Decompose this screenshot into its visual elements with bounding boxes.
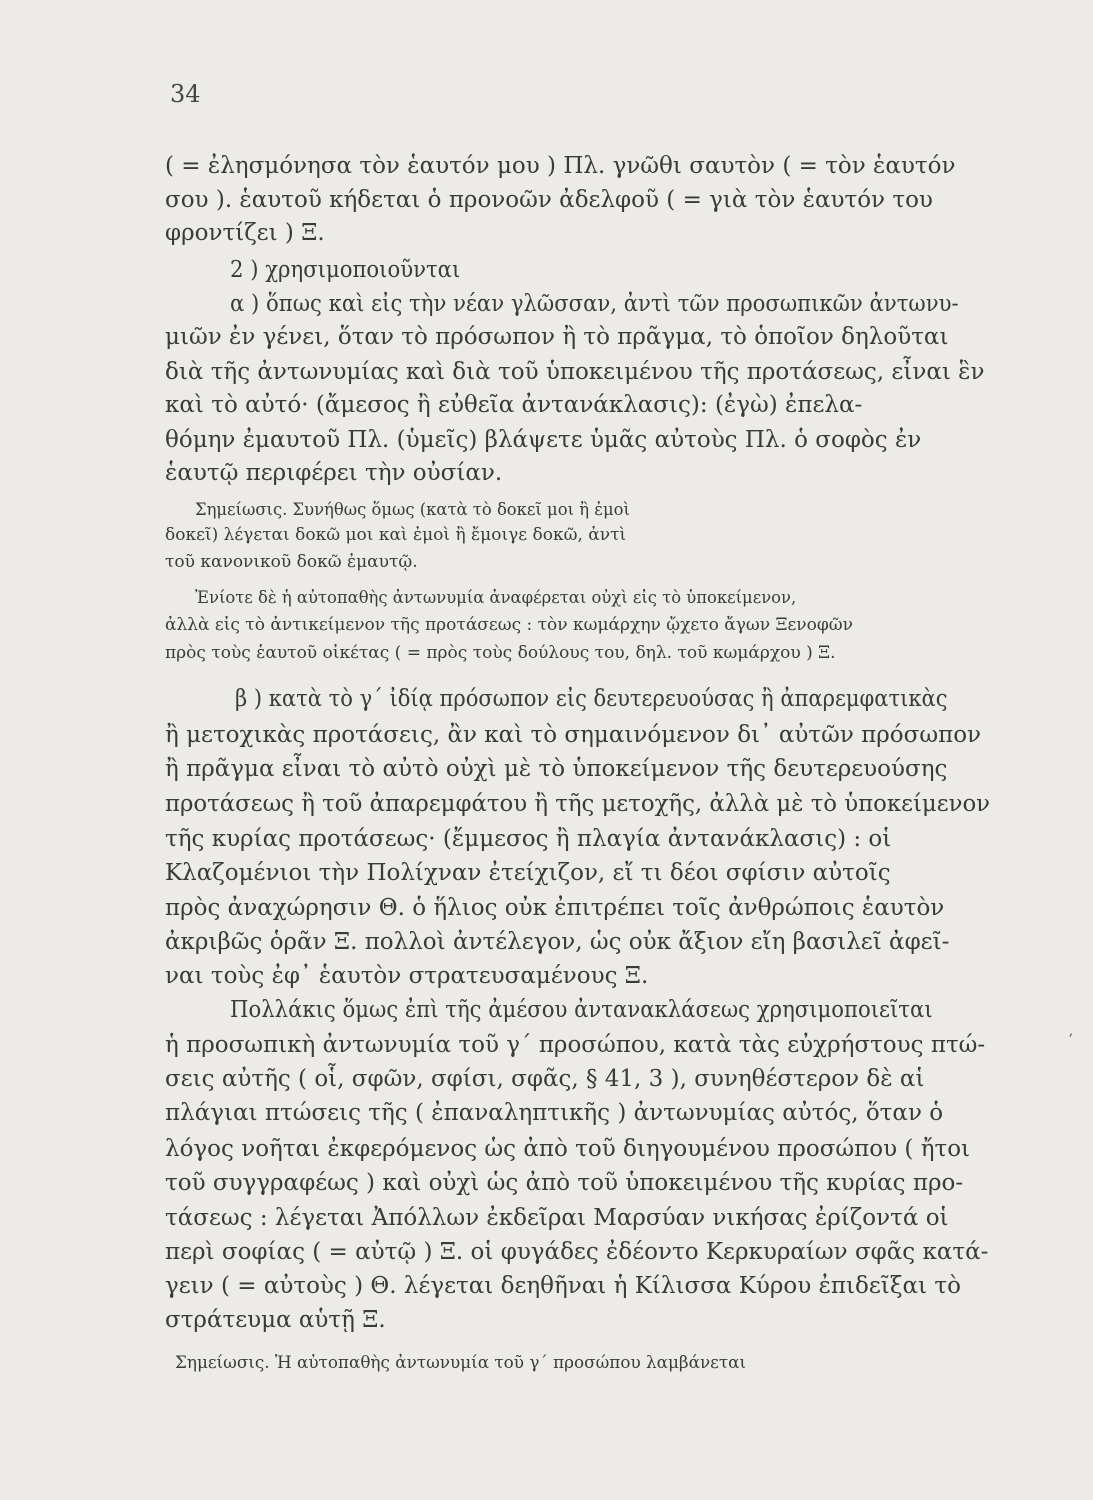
text-line: καὶ τὸ αὐτό· (ἄμεσος ἢ εὐθεῖα ἀντανάκλασις): (ἐγὼ) ἐπελα-: [165, 392, 863, 418]
text-line: σεις αὐτῆς ( οἷ, σφῶν, σφίσι, σφᾶς, § 41, 3 ), συνηθέστερον δὲ αἱ: [165, 1066, 925, 1092]
text-line: ἑαυτῷ περιφέρει τὴν οὐσίαν.: [165, 460, 503, 486]
text-line: β ) κατὰ τὸ γ΄ ἰδίᾳ πρόσωπον εἰς δευτερευούσας ἢ ἀπαρεμφατικὰς: [235, 686, 948, 712]
text-line: περὶ σοφίας ( = αὐτῷ ) Ξ. οἱ φυγάδες ἐδέοντο Κερκυραίων σφᾶς κατά-: [165, 1239, 989, 1265]
text-line: θόμην ἐμαυτοῦ Πλ. (ὑμεῖς) βλάψετε ὑμᾶς αὐτοὺς Πλ. ὁ σοφὸς ἐν: [165, 427, 922, 453]
text-line: προτάσεως ἢ τοῦ ἀπαρεμφάτου ἢ τῆς μετοχῆς, ἀλλὰ μὲ τὸ ὑποκείμενον: [165, 791, 991, 817]
text-line: ναι τοὺς ἐφ᾿ ἑαυτὸν στρατευσαμένους Ξ.: [165, 963, 649, 989]
text-line: ἢ πρᾶγμα εἶναι τὸ αὐτὸ οὐχὶ μὲ τὸ ὑποκείμενον τῆς δευτερευούσης: [165, 756, 948, 782]
text-line: τάσεως : λέγεται Ἀπόλλων ἐκδεῖραι Μαρσύαν νικήσας ἐρίζοντά οἱ: [165, 1205, 949, 1231]
page-number: 34: [170, 80, 201, 108]
text-line: πλάγιαι πτώσεις τῆς ( ἐπαναληπτικῆς ) ἀντωνυμίας αὐτός, ὅταν ὁ: [165, 1100, 944, 1126]
text-line: σου ). ἑαυτοῦ κήδεται ὁ προνοῶν ἀδελφοῦ ( = γιὰ τὸν ἑαυτόν του: [165, 187, 933, 213]
text-line: γειν ( = αὐτοὺς ) Θ. λέγεται δεηθῆναι ἡ Κίλισσα Κύρου ἐπιδεῖξαι τὸ: [165, 1273, 961, 1299]
text-line: πρὸς ἀναχώρησιν Θ. ὁ ἥλιος οὐκ ἐπιτρέπει τοῖς ἀνθρώποις ἑαυτὸν: [165, 895, 945, 921]
note-line: τοῦ κανονικοῦ δοκῶ ἐμαυτῷ.: [165, 552, 418, 572]
text-line: μιῶν ἐν γένει, ὅταν τὸ πρόσωπον ἢ τὸ πρᾶγμα, τὸ ὁποῖον δηλοῦται: [165, 324, 949, 350]
text-line: στράτευμα αὑτῇ Ξ.: [165, 1307, 386, 1333]
text-line: Πολλάκις ὅμως ἐπὶ τῆς ἀμέσου ἀντανακλάσεως χρησιμοποιεῖται: [230, 997, 933, 1023]
note-line: Ἐνίοτε δὲ ἡ αὐτοπαθὴς ἀντωνυμία ἀναφέρεται οὐχὶ εἰς τὸ ὑποκείμενον,: [195, 588, 797, 608]
note-line: δοκεῖ) λέγεται δοκῶ μοι καὶ ἐμοὶ ἢ ἔμοιγε δοκῶ, ἀντὶ: [165, 525, 627, 545]
note-line: Σημείωσις. Συνήθως ὅμως (κατὰ τὸ δοκεῖ μοι ἢ ἐμοὶ: [195, 500, 630, 520]
text-line: ἡ προσωπικὴ ἀντωνυμία τοῦ γ΄ προσώπου, κατὰ τὰς εὐχρήστους πτώ-: [165, 1032, 986, 1058]
text-line: ἀκριβῶς ὁρᾶν Ξ. πολλοὶ ἀντέλεγον, ὡς οὐκ ἄξιον εἴη βασιλεῖ ἀφεῖ-: [165, 929, 950, 955]
text-line: Κλαζομένιοι τὴν Πολίχναν ἐτείχιζον, εἴ τι δέοι σφίσιν αὐτοῖς: [165, 860, 891, 886]
text-line: ἢ μετοχικὰς προτάσεις, ἂν καὶ τὸ σημαινόμενον δι᾿ αὐτῶν πρόσωπον: [165, 722, 982, 748]
text-line: φροντίζει ) Ξ.: [165, 220, 325, 246]
text-line: διὰ τῆς ἀντωνυμίας καὶ διὰ τοῦ ὑποκειμένου τῆς προτάσεως, εἶναι ἓν: [165, 359, 985, 385]
note-line: ἀλλὰ εἰς τὸ ἀντικείμενον τῆς προτάσεως : τὸν κωμάρχην ᾤχετο ἄγων Ξενοφῶν: [165, 615, 853, 635]
text-line: τοῦ συγγραφέως ) καὶ οὐχὶ ὡς ἀπὸ τοῦ ὑποκειμένου τῆς κυρίας προ-: [165, 1170, 964, 1196]
note-line: Σημείωσις. Ἡ αὐτοπαθὴς ἀντωνυμία τοῦ γ΄ προσώπου λαμβάνεται: [175, 1353, 747, 1373]
text-line: λόγος νοῆται ἐκφερόμενος ὡς ἀπὸ τοῦ διηγουμένου προσώπου ( ἤτοι: [165, 1136, 971, 1162]
note-line: πρὸς τοὺς ἑαυτοῦ οἰκέτας ( = πρὸς τοὺς δούλους του, δηλ. τοῦ κωμάρχου ) Ξ.: [165, 643, 836, 663]
text-line: ( = ἐλησμόνησα τὸν ἑαυτόν μου ) Πλ. γνῶθι σαυτὸν ( = τὸν ἑαυτόν: [165, 153, 956, 179]
text-line: 2 ) χρησιμοποιοῦνται: [230, 257, 461, 283]
text-line: τῆς κυρίας προτάσεως· (ἔμμεσος ἢ πλαγία ἀντανάκλασις) : οἱ: [165, 826, 892, 852]
text-line: α ) ὅπως καὶ εἰς τὴν νέαν γλῶσσαν, ἀντὶ τῶν προσωπικῶν ἀντωνυ-: [230, 291, 959, 317]
margin-mark: ʼ: [1068, 1032, 1073, 1048]
